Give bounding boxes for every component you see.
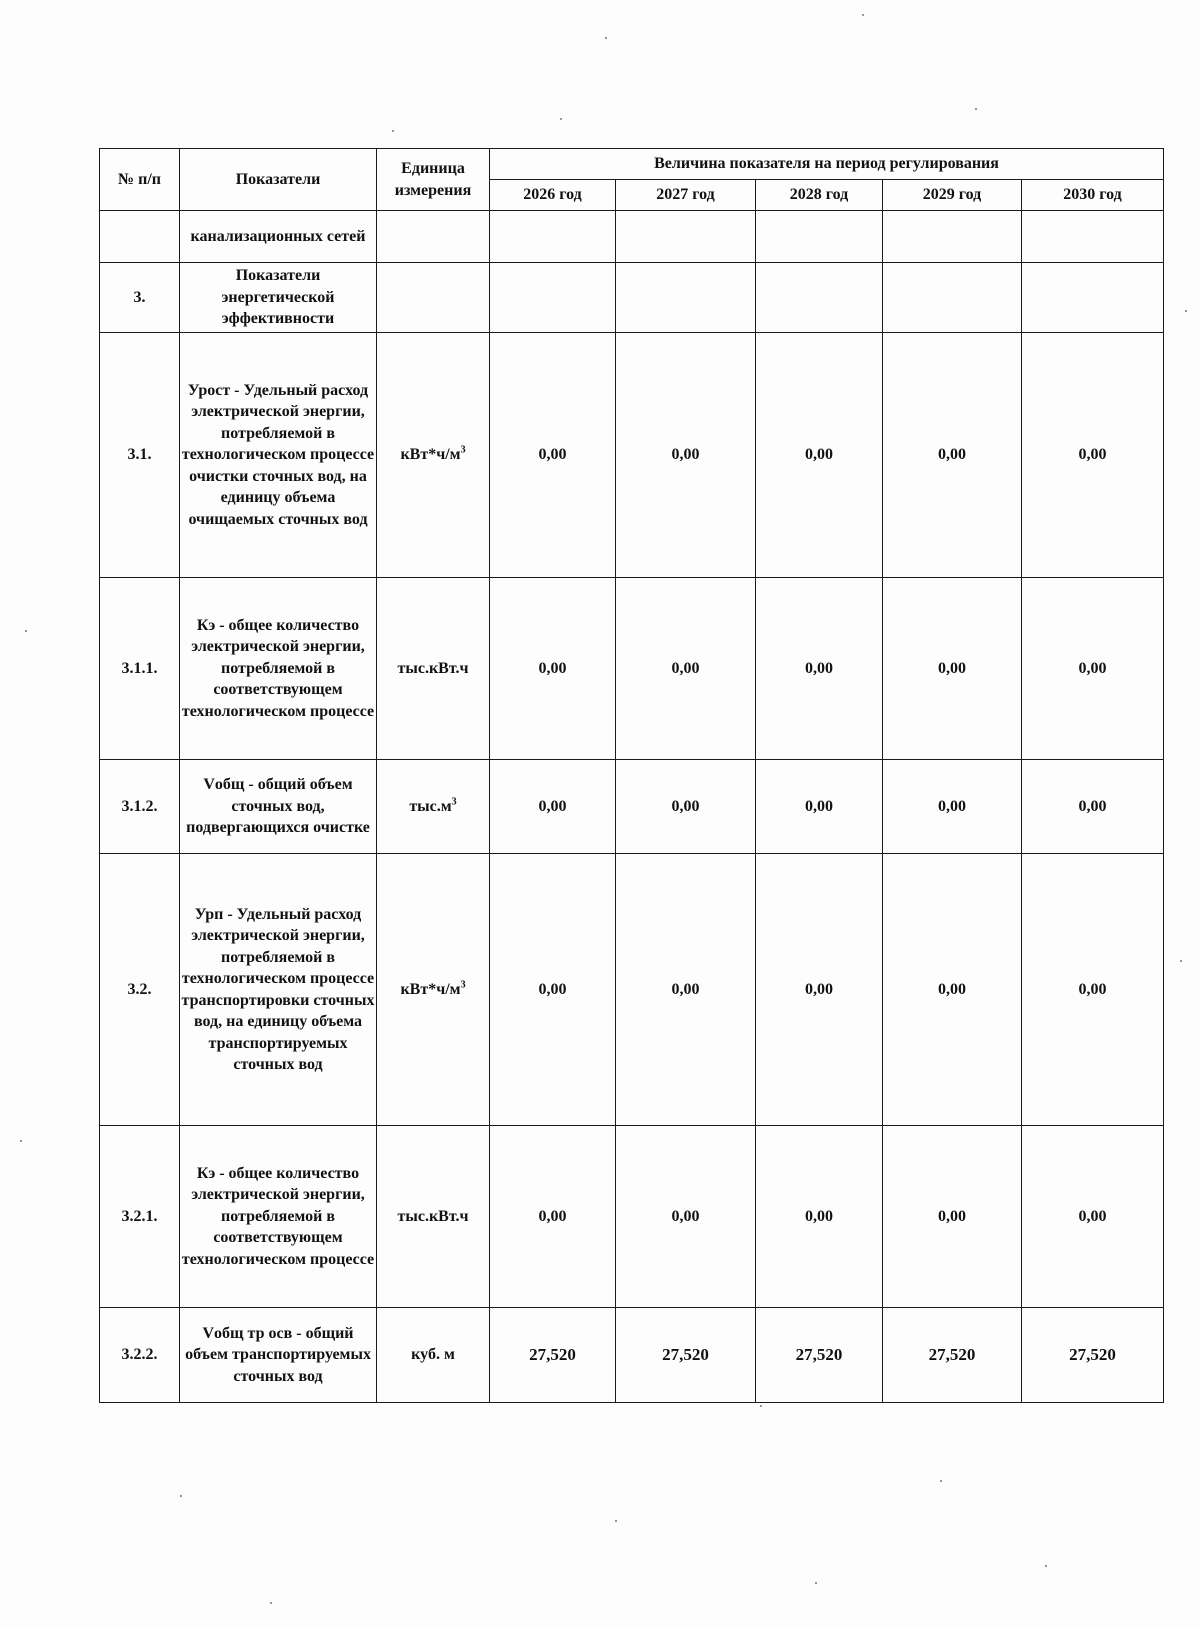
value-2027: 27,520 — [616, 1308, 756, 1403]
value-2027 — [616, 211, 756, 263]
row-unit — [377, 578, 490, 760]
scan-speck — [25, 630, 27, 632]
unit-header-label: Единица измерения — [394, 159, 472, 199]
value-2030: 0,00 — [1022, 760, 1164, 854]
value-2029: 0,00 — [883, 760, 1022, 854]
row-num: 3. — [100, 263, 180, 333]
value-2026 — [490, 211, 616, 263]
value-2027: 0,00 — [616, 1126, 756, 1308]
row-indicator: Кэ - общее количество электрической энергии, потребляемой в соответствующем технологическом процессе — [180, 578, 377, 760]
value-2026: 0,00 — [490, 760, 616, 854]
row-indicator: Урост - Удельный расход электрической энергии, потребляемой в технологическом процессе очистки сточных вод, на единицу объема очищаемых сточных вод — [180, 333, 377, 578]
value-2029: 0,00 — [883, 1126, 1022, 1308]
unit-text: кВт*ч/м — [400, 980, 461, 998]
row-indicator: Vобщ - общий объем сточных вод, подвергающихся очистке — [180, 760, 377, 854]
value-2026 — [490, 263, 616, 333]
value-2027: 0,00 — [616, 578, 756, 760]
value-2028: 27,520 — [756, 1308, 883, 1403]
unit-text: тыс.м — [409, 797, 452, 815]
value-2030 — [1022, 263, 1164, 333]
unit-text: тыс.кВт.ч — [397, 659, 469, 677]
scan-speck — [392, 130, 394, 132]
value-2028: 0,00 — [756, 1126, 883, 1308]
scan-speck — [605, 37, 607, 39]
row-num: 3.1. — [100, 333, 180, 578]
value-2026: 0,00 — [490, 854, 616, 1126]
value-2029 — [883, 211, 1022, 263]
value-2027 — [616, 263, 756, 333]
value-2029 — [883, 263, 1022, 333]
value-2027: 0,00 — [616, 760, 756, 854]
year-header-2028: 2028 год — [756, 180, 883, 211]
value-2028 — [756, 263, 883, 333]
value-2026: 0,00 — [490, 333, 616, 578]
value-2030: 0,00 — [1022, 578, 1164, 760]
value-2028 — [756, 211, 883, 263]
indicators-table — [99, 148, 1164, 1403]
row-unit — [377, 760, 490, 854]
value-2030: 0,00 — [1022, 854, 1164, 1126]
unit-text: кВт*ч/м — [400, 446, 461, 464]
row-num: 3.1.1. — [100, 578, 180, 760]
scan-speck — [815, 1582, 817, 1584]
value-2028: 0,00 — [756, 760, 883, 854]
row-unit — [377, 1308, 490, 1403]
value-2029: 0,00 — [883, 578, 1022, 760]
row-indicator: Vобщ тр осв - общий объем транспортируемых сточных вод — [180, 1308, 377, 1403]
scan-speck — [560, 118, 562, 120]
table-row — [100, 854, 1164, 1126]
unit-sup: 3 — [451, 796, 457, 808]
scan-speck — [1045, 1565, 1047, 1567]
table-row — [100, 333, 1164, 578]
value-2030: 0,00 — [1022, 333, 1164, 578]
unit-text: куб. м — [411, 1346, 455, 1364]
row-unit — [377, 333, 490, 578]
scan-speck — [975, 108, 977, 110]
scan-speck — [180, 1495, 182, 1497]
table-row — [100, 263, 1164, 333]
unit-header — [377, 149, 490, 211]
scan-speck — [1185, 310, 1187, 312]
row-unit — [377, 854, 490, 1126]
row-unit — [377, 211, 490, 263]
unit-sup: 3 — [460, 979, 466, 991]
table-row — [100, 211, 1164, 263]
row-num: 3.1.2. — [100, 760, 180, 854]
table-row — [100, 760, 1164, 854]
row-num: 3.2.1. — [100, 1126, 180, 1308]
value-2028: 0,00 — [756, 854, 883, 1126]
indicator-header: Показатели — [180, 149, 377, 211]
row-num — [100, 211, 180, 263]
value-2030: 0,00 — [1022, 1126, 1164, 1308]
row-unit — [377, 1126, 490, 1308]
value-2026: 0,00 — [490, 578, 616, 760]
period-header: Величина показателя на период регулирования — [490, 149, 1164, 180]
num-header: № п/п — [100, 149, 180, 211]
row-num: 3.2. — [100, 854, 180, 1126]
value-2029: 0,00 — [883, 333, 1022, 578]
scan-speck — [760, 1405, 762, 1407]
value-2027: 0,00 — [616, 333, 756, 578]
scan-speck — [20, 1140, 22, 1142]
row-indicator: канализационных сетей — [180, 211, 377, 263]
year-header-2027: 2027 год — [616, 180, 756, 211]
unit-sup: 3 — [460, 444, 466, 456]
value-2029: 0,00 — [883, 854, 1022, 1126]
year-header-2029: 2029 год — [883, 180, 1022, 211]
year-header-2026: 2026 год — [490, 180, 616, 211]
table-row — [100, 578, 1164, 760]
value-2026: 27,520 — [490, 1308, 616, 1403]
scan-speck — [270, 1602, 272, 1604]
row-unit — [377, 263, 490, 333]
value-2030: 27,520 — [1022, 1308, 1164, 1403]
value-2028: 0,00 — [756, 578, 883, 760]
table-row — [100, 1308, 1164, 1403]
row-indicator: Показатели энергетической эффективности — [180, 263, 377, 333]
year-header-2030: 2030 год — [1022, 180, 1164, 211]
row-indicator: Кэ - общее количество электрической энергии, потребляемой в соответствующем технологическом процессе — [180, 1126, 377, 1308]
table-row — [100, 1126, 1164, 1308]
value-2028: 0,00 — [756, 333, 883, 578]
value-2030 — [1022, 211, 1164, 263]
header-row-top — [100, 149, 1164, 180]
row-num: 3.2.2. — [100, 1308, 180, 1403]
scan-speck — [615, 1520, 617, 1522]
scan-speck — [940, 1480, 942, 1482]
unit-text: тыс.кВт.ч — [397, 1207, 469, 1225]
value-2027: 0,00 — [616, 854, 756, 1126]
value-2029: 27,520 — [883, 1308, 1022, 1403]
row-indicator: Урп - Удельный расход электрической энергии, потребляемой в технологическом процессе транспортировки сточных вод, на единицу объема транспортируемых сточных вод — [180, 854, 377, 1126]
scan-speck — [862, 14, 864, 16]
scan-speck — [1180, 960, 1182, 962]
value-2026: 0,00 — [490, 1126, 616, 1308]
